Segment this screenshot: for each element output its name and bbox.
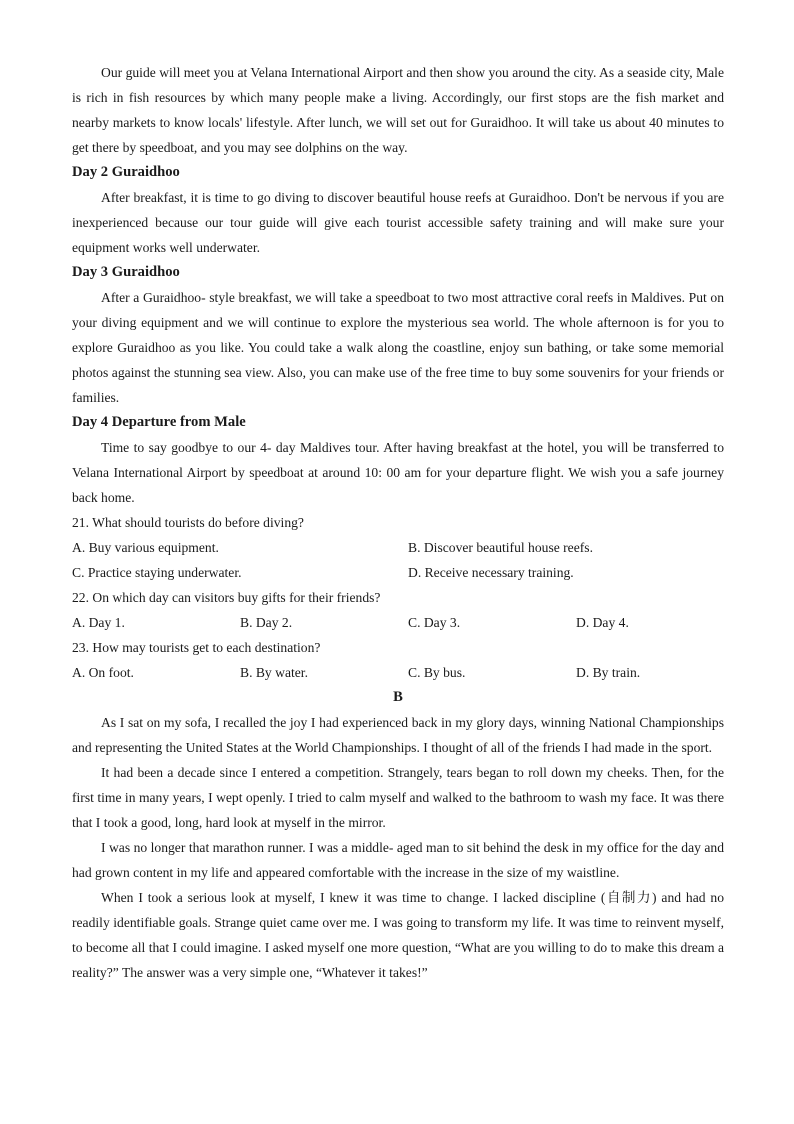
passage-b-paragraph-3: I was no longer that marathon runner. I was a middle- aged man to sit behind the desk in my office for the day and had grown content in my life and appeared comfortable with the increase in the size of my waistline. <box>72 840 724 880</box>
document-page <box>72 60 724 985</box>
question-22-option-c: C. Day 3. <box>408 615 461 630</box>
passage-b-paragraph-2: It had been a decade since I entered a competition. Strangely, tears began to roll down my cheeks. Then, for the first time in many years, I wept openly. I tried to calm myself and walked to the bathroom to wash my face. It was there that I took a good, long, hard look at myself in the mirror. <box>72 765 724 830</box>
day-3-paragraph: After a Guraidhoo- style breakfast, we will take a speedboat to two most attractive coral reefs in Maldives. Put on your diving equipment and we will continue to explore the mysterious sea world. The whole afternoon is for you to explore Guraidhoo as you like. You could take a walk along the coastline, enjoy sun bathing, or take some memorial photos against the stunning sea view. Also, you can make use of the free time to buy some souvenirs for your friends or families. <box>72 290 724 405</box>
question-21-options-row-1 <box>72 535 724 560</box>
question-22-option-b: B. Day 2. <box>240 615 293 630</box>
question-23-option-a: A. On foot. <box>72 665 134 680</box>
question-23-option-d: D. By train. <box>576 665 641 680</box>
question-22-option-d: D. Day 4. <box>576 615 629 630</box>
question-22-stem: 22. On which day can visitors buy gifts for their friends? <box>72 590 381 605</box>
day-2-paragraph: After breakfast, it is time to go diving to discover beautiful house reefs at Guraidhoo. Don't be nervous if you are inexperienced because our tour guide will give each tourist accessible safety training and will make sure your equipment works well underwater. <box>72 190 724 255</box>
day-2-heading: Day 2 Guraidhoo <box>72 164 180 180</box>
question-21-option-c: C. Practice staying underwater. <box>72 565 242 580</box>
intro-paragraph: Our guide will meet you at Velana International Airport and then show you around the city. As a seaside city, Male is rich in fish resources by which many people make a living. Accordingly, our first stops are the fish market and nearby markets to know locals' lifestyle. After lunch, we will set out for Guraidhoo. It will take us about 40 minutes to get there by speedboat, and you may see dolphins on the way. <box>72 65 724 155</box>
question-21-option-a: A. Buy various equipment. <box>72 540 219 555</box>
question-23-option-c: C. By bus. <box>408 665 466 680</box>
day-4-paragraph: Time to say goodbye to our 4- day Maldives tour. After having breakfast at the hotel, you will be transferred to Velana International Airport by speedboat at around 10: 00 am for your departure flight. We wish you a safe journey back home. <box>72 440 724 505</box>
question-22-options <box>72 610 724 635</box>
question-23-option-b: B. By water. <box>240 665 308 680</box>
question-23-options <box>72 660 724 685</box>
question-21-option-d: D. Receive necessary training. <box>408 565 574 580</box>
day-3-heading: Day 3 Guraidhoo <box>72 264 180 280</box>
question-21-options-row-2 <box>72 560 724 585</box>
question-21-stem: 21. What should tourists do before diving? <box>72 515 304 530</box>
passage-b-label: B <box>393 689 403 705</box>
question-22-option-a: A. Day 1. <box>72 615 125 630</box>
day-4-heading: Day 4 Departure from Male <box>72 414 246 430</box>
question-21-option-b: B. Discover beautiful house reefs. <box>408 540 593 555</box>
passage-b-paragraph-4: When I took a serious look at myself, I knew it was time to change. I lacked discipline (自制力) and had no readily identifiable goals. Strange quiet came over me. I was going to transform my life. It was time to reinvent myself, to become all that I could imagine. I asked myself one more question, “What are you willing to do to make this dream a reality?” The answer was a very simple one, “Whatever it takes!” <box>72 890 724 980</box>
question-23-stem: 23. How may tourists get to each destination? <box>72 640 321 655</box>
passage-b-paragraph-1: As I sat on my sofa, I recalled the joy I had experienced back in my glory days, winning National Championships and representing the United States at the World Championships. I thought of all of the friends I had made in the sport. <box>72 715 724 755</box>
